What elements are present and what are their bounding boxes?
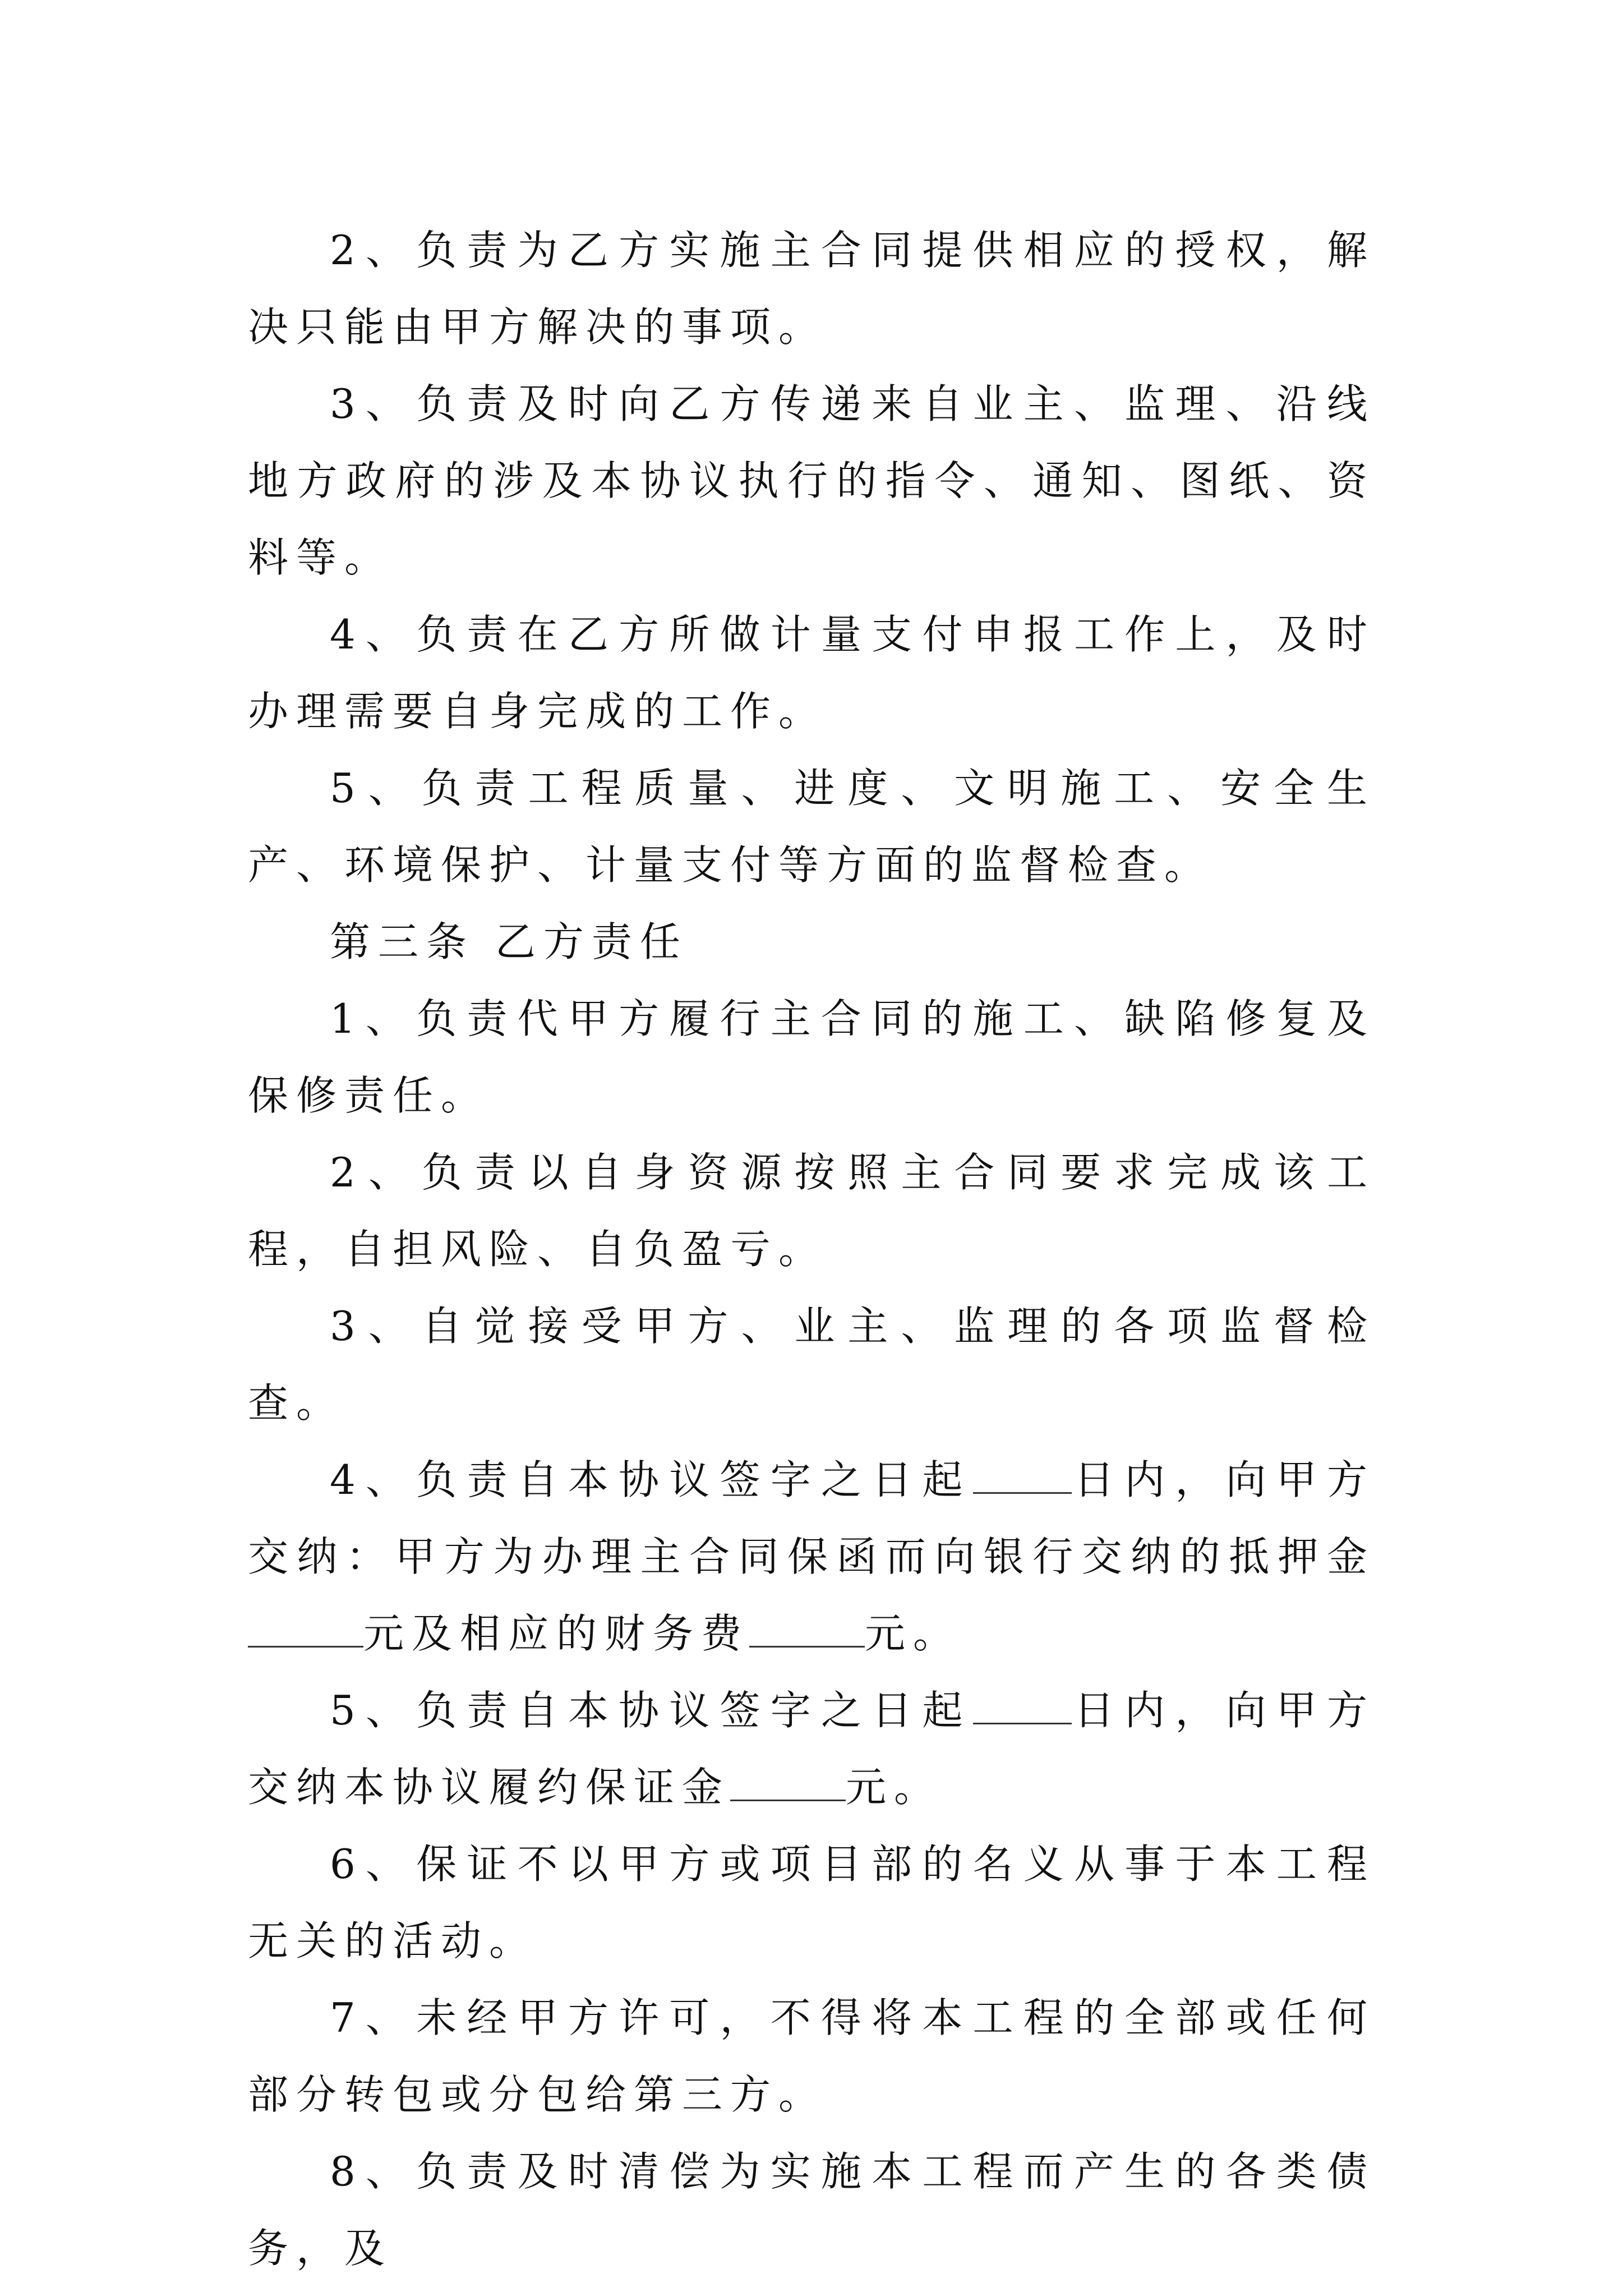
clause-text-segment: 日内，向甲方交纳：甲方为办理主合同保函而向银行交纳的抵押金	[248, 1456, 1375, 1580]
clause-party-a-item-2: 2、负责为乙方实施主合同提供相应的授权，解决只能由甲方解决的事项。	[248, 227, 1375, 351]
clause-party-b-item-2: 2、负责以自身资源按照主合同要求完成该工程，自担风险、自负盈亏。	[248, 1149, 1375, 1273]
clause-party-b-item-6: 6、保证不以甲方或项目部的名义从事于本工程无关的活动。	[248, 1841, 1375, 1964]
fill-in-blank-deposit-amount	[248, 1607, 363, 1648]
clause-party-a-item-3: 3、负责及时向乙方传递来自业主、监理、沿线地方政府的涉及本协议执行的指令、通知、图纸、资料等。	[248, 380, 1375, 581]
clause-party-b-item-1: 1、负责代甲方履行主合同的施工、缺陷修复及保修责任。	[248, 995, 1375, 1119]
clause-party-b-item-8: 8、负责及时清偿为实施本工程而产生的各类债务，及	[248, 2148, 1375, 2272]
clause-text-segment: 日内，向甲方交纳本协议履约保证金	[248, 1687, 1375, 1811]
document-body	[248, 212, 1375, 2287]
section-heading-article-3: 第三条 乙方责任	[330, 918, 688, 965]
clause-party-b-item-3: 3、自觉接受甲方、业主、监理的各项监督检查。	[248, 1303, 1375, 1427]
clause-text-segment: 5、负责自本协议签字之日起	[330, 1687, 973, 1734]
clause-text-segment: 4、负责自本协议签字之日起	[330, 1456, 973, 1503]
clause-text-segment: 元。	[846, 1764, 943, 1811]
fill-in-blank-finance-fee	[749, 1607, 865, 1648]
clause-party-b-item-4	[248, 1442, 1375, 1672]
clause-party-b-item-5	[248, 1672, 1375, 1826]
clause-text-segment: 元。	[865, 1610, 962, 1657]
fill-in-blank-performance-bond	[730, 1760, 846, 1801]
clause-party-a-item-4: 4、负责在乙方所做计量支付申报工作上，及时办理需要自身完成的工作。	[248, 611, 1375, 735]
clause-party-b-item-7: 7、未经甲方许可，不得将本工程的全部或任何部分转包或分包给第三方。	[248, 1994, 1375, 2118]
fill-in-blank-days	[973, 1683, 1072, 1724]
fill-in-blank-days	[973, 1453, 1072, 1494]
clause-text-segment: 元及相应的财务费	[363, 1610, 750, 1657]
clause-party-a-item-5: 5、负责工程质量、进度、文明施工、安全生产、环境保护、计量支付等方面的监督检查。	[248, 765, 1375, 889]
